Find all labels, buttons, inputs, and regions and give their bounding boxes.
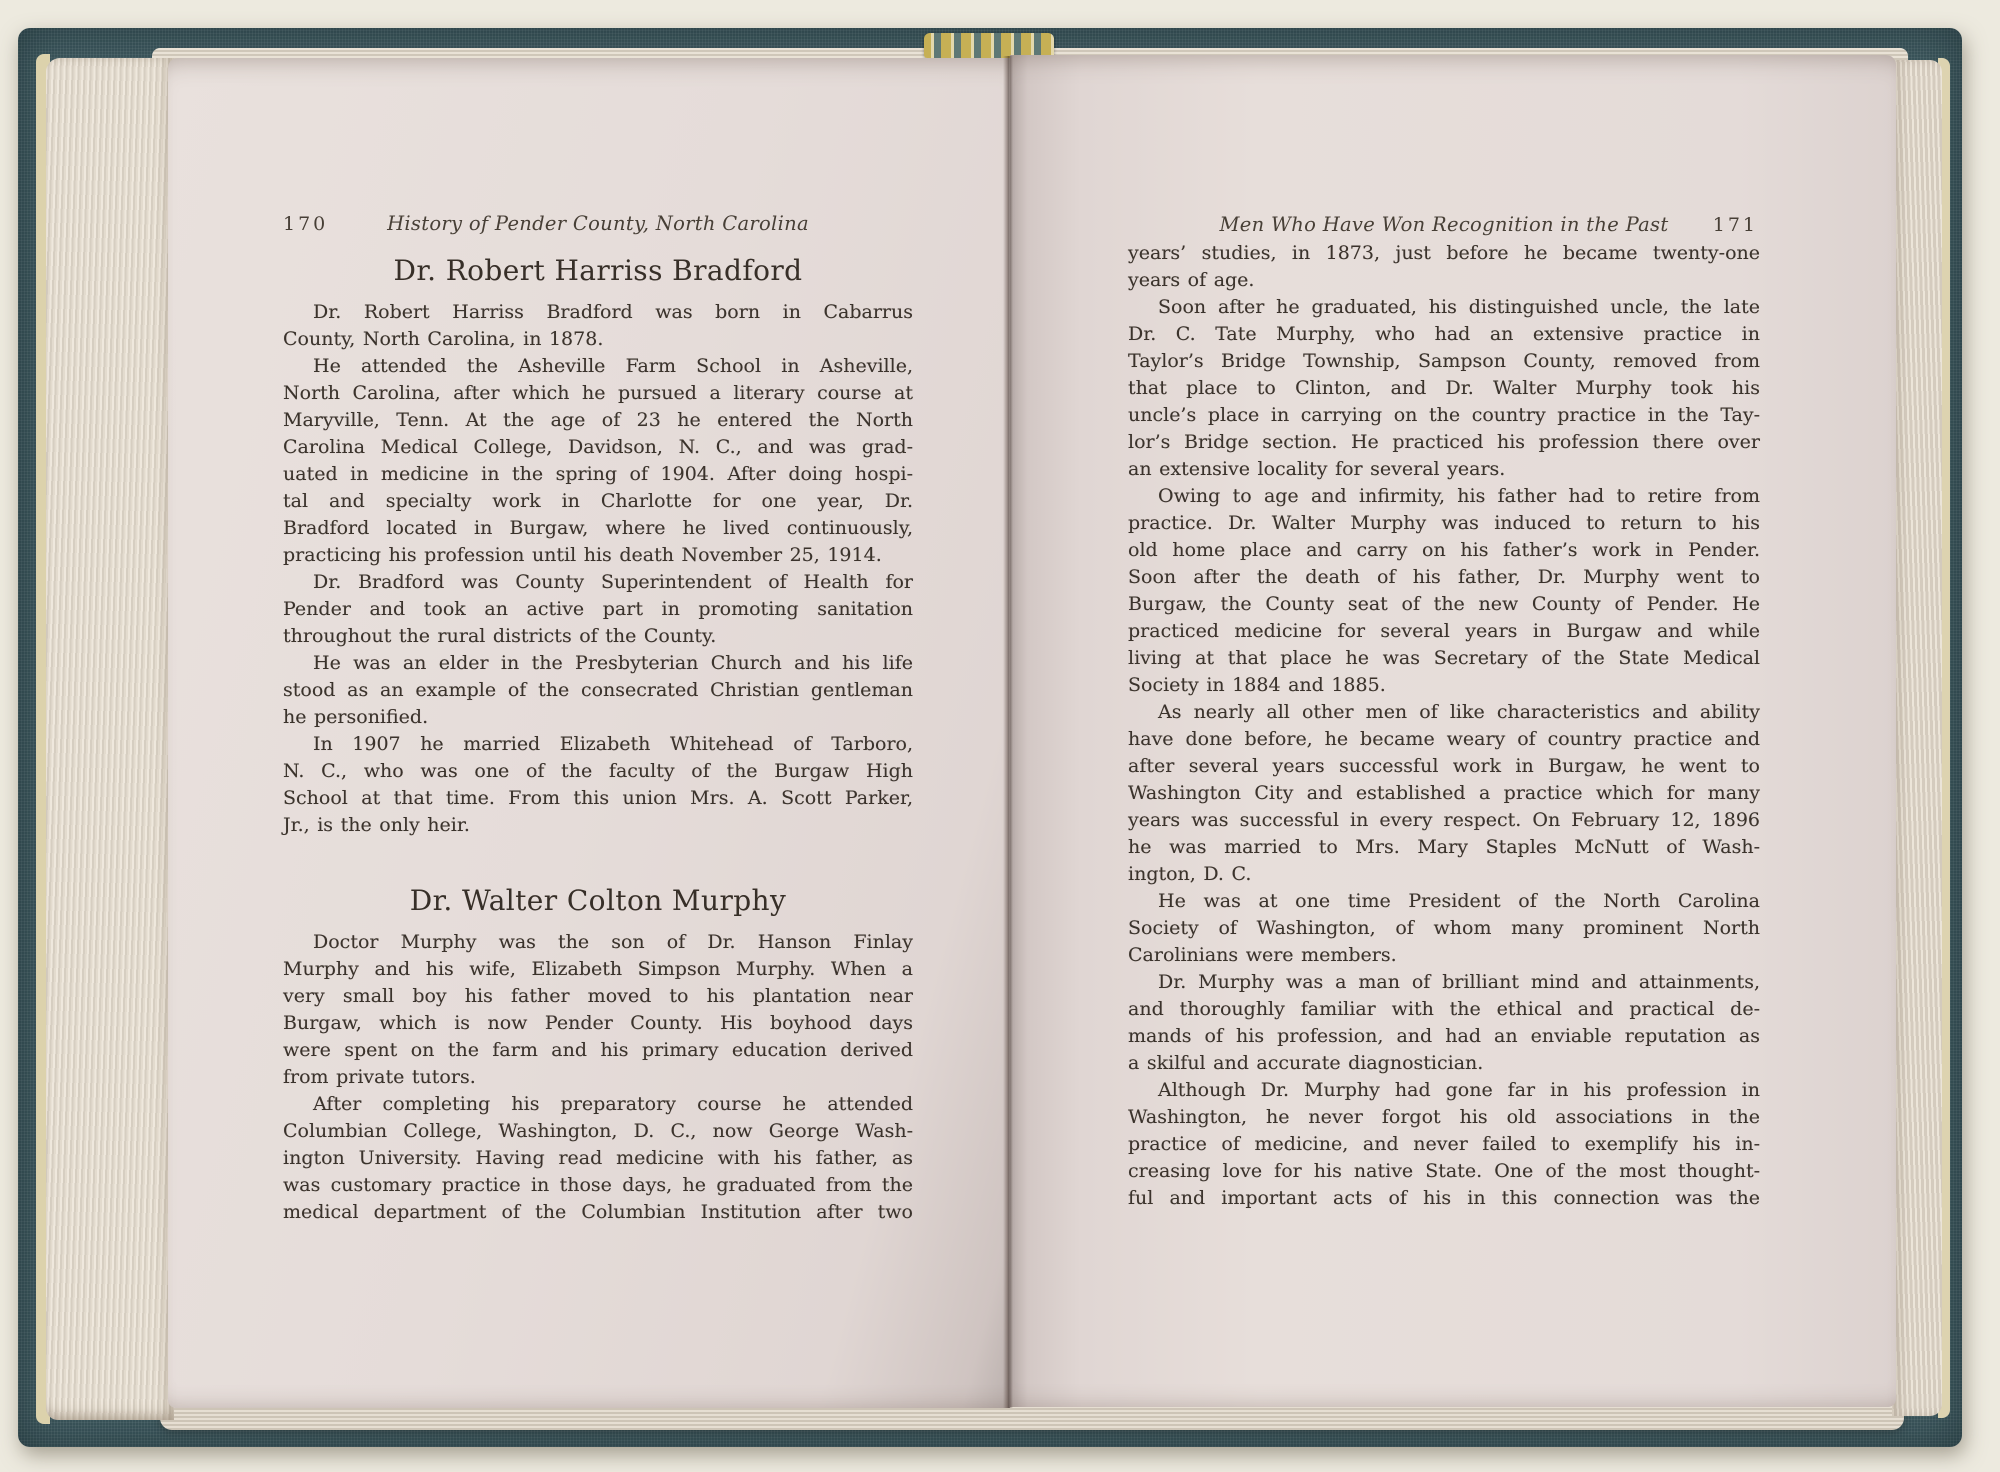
text-line: mands of his profession, and had an enviable reputation as [1128,1025,1760,1047]
paragraph [283,731,913,839]
paragraph [1128,699,1760,888]
text-line: practicing his profession until his death November 25, 1914. [283,544,882,566]
text-line: throughout the rural districts of the County. [283,625,717,647]
text-line: After completing his preparatory course he attended [313,1093,913,1115]
running-title-right: Men Who Have Won Recognition in the Past [1219,213,1669,236]
page-right-text-column [1128,55,1760,1212]
text-line: N. C., who was one of the faculty of the Burgaw High [283,760,913,782]
section-heading: Dr. Robert Harriss Bradford [393,254,803,287]
text-line: stood as an example of the consecrated Christian gentleman [283,679,913,701]
text-line: Dr. Murphy was a man of brilliant mind and attainments, [1158,971,1760,993]
text-line: Dr. Bradford was County Superintendent of Health for [313,571,913,593]
text-line: creasing love for his native State. One of the most thought- [1128,1160,1760,1182]
page-right-content [1128,240,1760,1212]
text-line: practiced medicine for several years in Burgaw and while [1128,620,1760,642]
paragraph [1128,888,1760,969]
text-line: a skilful and accurate diagnostician. [1128,1052,1484,1074]
page-edges-right [1892,60,1942,1416]
text-line: Washington City and established a practice which for many [1128,782,1760,804]
text-line: Owing to age and infirmity, his father had to retire from [1158,485,1760,507]
page-left-content [283,253,913,1226]
page-left [168,58,1010,1408]
text-line: ful and important acts of his in this connection was the [1128,1187,1760,1209]
text-line: Doctor Murphy was the son of Dr. Hanson Finlay [313,931,913,953]
text-line: uncle’s place in carrying on the country practice in the Tay- [1128,404,1760,426]
paragraph [1128,483,1760,699]
text-line: practice of medicine, and never failed to exemplify his in- [1128,1133,1760,1155]
text-line: Columbian College, Washington, D. C., now George Wash- [283,1120,913,1142]
text-line: practice. Dr. Walter Murphy was induced to return to his [1128,512,1760,534]
paragraph [1128,294,1760,483]
text-line: and thoroughly familiar with the ethical and practical de- [1128,998,1760,1020]
running-title-left: History of Pender County, North Carolina [387,212,809,235]
text-line: were spent on the farm and his primary education derived [283,1039,913,1061]
text-line: that place to Clinton, and Dr. Walter Murphy took his [1128,377,1760,399]
text-line: Taylor’s Bridge Township, Sampson County, removed from [1128,350,1760,372]
text-line: living at that place he was Secretary of the State Medical [1128,647,1760,669]
text-line: Society of Washington, of whom many prominent North [1128,917,1760,939]
text-line: School at that time. From this union Mrs. A. Scott Parker, [283,787,913,809]
section-heading: Dr. Walter Colton Murphy [409,884,787,917]
text-line: tal and specialty work in Charlotte for one year, Dr. [283,490,913,512]
text-line: ington, D. C. [1128,863,1252,885]
text-line: Dr. C. Tate Murphy, who had an extensive practice in [1128,323,1760,345]
paragraph [283,1091,913,1226]
text-line: North Carolina, after which he pursued a literary course at [283,382,913,404]
page-number-left: 170 [283,213,329,235]
page-left-text-column [283,58,913,1226]
text-line: Society in 1884 and 1885. [1128,674,1386,696]
text-line: old home place and carry on his father’s work in Pender. [1128,539,1760,561]
text-line: Although Dr. Murphy had gone far in his profession in [1158,1079,1760,1101]
text-line: uated in medicine in the spring of 1904. After doing hospi- [283,463,913,485]
text-line: Soon after he graduated, his distinguished uncle, the late [1158,296,1760,318]
paragraph [1128,240,1760,294]
book-gutter [1003,56,1013,1408]
paragraph [1128,969,1760,1077]
paragraph [283,650,913,731]
text-line: he was married to Mrs. Mary Staples McNutt of Wash- [1128,836,1760,858]
text-line: Carolina Medical College, Davidson, N. C., and was grad- [283,436,913,458]
text-line: years of age. [1128,269,1255,291]
text-line: Dr. Robert Harriss Bradford was born in Cabarrus [313,301,913,323]
text-line: As nearly all other men of like characteristics and ability [1158,701,1760,723]
text-line: years was successful in every respect. On February 12, 1896 [1128,809,1760,831]
text-line: Pender and took an active part in promoting sanitation [283,598,913,620]
text-line: Carolinians were members. [1128,944,1397,966]
text-line: lor’s Bridge section. He practiced his profession there over [1128,431,1760,453]
running-header-left [283,212,913,239]
text-line: Jr., is the only heir. [283,814,470,836]
text-line: an extensive locality for several years. [1128,458,1506,480]
text-line: He was at one time President of the North Carolina [1158,890,1760,912]
text-line: very small boy his father moved to his plantation near [283,985,913,1007]
text-line: Bradford located in Burgaw, where he lived continuously, [283,517,913,539]
text-line: ington University. Having read medicine with his father, as [283,1147,913,1169]
text-line: Maryville, Tenn. At the age of 23 he entered the North [283,409,913,431]
text-line: was customary practice in those days, he graduated from the [283,1174,913,1196]
paragraph [283,929,913,1091]
page-right [1010,55,1896,1407]
text-line: Murphy and his wife, Elizabeth Simpson Murphy. When a [283,958,913,980]
text-line: Soon after the death of his father, Dr. Murphy went to [1128,566,1760,588]
text-line: Burgaw, the County seat of the new County of Pender. He [1128,593,1760,615]
text-line: he personified. [283,706,429,728]
text-line: have done before, he became weary of country practice and [1128,728,1760,750]
page-edges-left [46,58,174,1420]
text-line: He was an elder in the Presbyterian Church and his life [313,652,913,674]
text-line: medical department of the Columbian Institution after two [283,1201,913,1223]
text-line: County, North Carolina, in 1878. [283,328,604,350]
text-line: after several years successful work in Burgaw, he went to [1128,755,1760,777]
text-line: years’ studies, in 1873, just before he became twenty-one [1128,242,1760,264]
text-line: Burgaw, which is now Pender County. His boyhood days [283,1012,913,1034]
text-line: He attended the Asheville Farm School in Asheville, [313,355,913,377]
text-line: from private tutors. [283,1066,476,1088]
paragraph [283,353,913,569]
text-line: In 1907 he married Elizabeth Whitehead of Tarboro, [313,733,913,755]
page-number-right: 171 [1712,214,1758,236]
paragraph [1128,1077,1760,1212]
paragraph [283,569,913,650]
paragraph [283,299,913,353]
running-header-right [1128,213,1760,240]
text-line: Washington, he never forgot his old associations in the [1128,1106,1760,1128]
